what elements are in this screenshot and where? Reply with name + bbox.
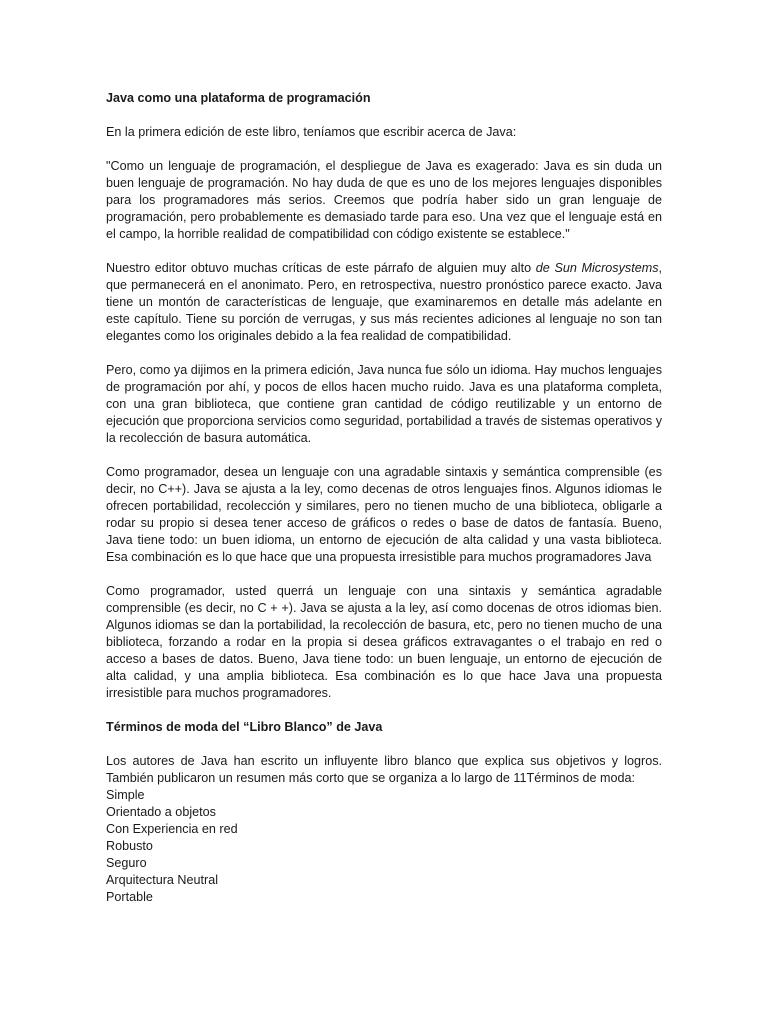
list-item: Robusto xyxy=(106,839,153,853)
list-item: Simple xyxy=(106,788,145,802)
paragraph-editor-criticism-end: , que permanecerá en el anonimato. Pero, en retrospectiva, nuestro pronóstico parece exacto. Java tiene un montón de características de lenguaje, que examinaremos en detalle más adelante en este capítulo. Tiene su porción de verrugas, y sus más recientes adiciones al lenguaje no son tan elegantes como los originales debido a la fea realidad de compatibilidad. xyxy=(106,261,662,343)
paragraph-programmer-wants-1: Como programador, desea un lenguaje con una agradable sintaxis y semántica comprensible (es decir, no C++). Java se ajusta a la ley, como decenas de otros lenguajes finos. Algunos idiomas le ofrecen portabilidad, recolección y similares, pero no tienen mucho de una biblioteca, obligarle a rodar su propio si desea tener acceso de gráficos o redes o base de datos de fantasía. Bueno, Java tiene todo: un buen idioma, un entorno de ejecución de alta calidad y una vasta biblioteca. Esa combinación es lo que hace que una propuesta irresistible para muchos programadores Java xyxy=(106,465,662,564)
paragraph-white-paper: Los autores de Java han escrito un influyente libro blanco que explica sus objetivos y logros. También publicaron un resumen más corto que se organiza a lo largo de 11Términos de moda: xyxy=(106,754,662,785)
list-item: Arquitectura Neutral xyxy=(106,873,218,887)
paragraph-intro: En la primera edición de este libro, teníamos que escribir acerca de Java: xyxy=(106,125,517,139)
list-item: Portable xyxy=(106,890,153,904)
section-heading-java-platform: Java como una plataforma de programación xyxy=(106,91,371,105)
section-heading-buzzwords: Términos de moda del “Libro Blanco” de Java xyxy=(106,720,383,734)
document-page xyxy=(106,90,662,906)
paragraph-editor-criticism xyxy=(106,260,662,345)
buzzword-list xyxy=(106,787,662,906)
sun-microsystems-italic: de Sun Microsystems xyxy=(535,261,659,275)
paragraph-quote: "Como un lenguaje de programación, el despliegue de Java es exagerado: Java es sin duda un buen lenguaje de programación. No hay duda de que es uno de los mejores lenguajes disponibles para los programadores más serios. Creemos que podría haber sido un gran lenguaje de programación, pero probablemente es demasiado tarde para eso. Una vez que el lenguaje está en el campo, la horrible realidad de compatibilidad con código existente se establece." xyxy=(106,159,662,241)
list-item: Orientado a objetos xyxy=(106,805,216,819)
paragraph-programmer-wants-2: Como programador, usted querrá un lenguaje con una sintaxis y semántica agradable comprensible (es decir, no C + +). Java se ajusta a la ley, así como docenas de otros idiomas bien. Algunos idiomas se dan la portabilidad, la recolección de basura, etc, pero no tienen mucho de una biblioteca, forzando a rodar en la propia si desea gráficos extravagantes o el trabajo en red o acceso a bases de datos. Bueno, Java tiene todo: un buen lenguaje, un entorno de ejecución de alta calidad, y una amplia biblioteca. Esa combinación es lo que hace Java una propuesta irresistible para muchos programadores. xyxy=(106,584,662,700)
paragraph-complete-platform: Pero, como ya dijimos en la primera edición, Java nunca fue sólo un idioma. Hay muchos lenguajes de programación por ahí, y pocos de ellos hacen mucho ruido. Java es una plataforma completa, con una gran biblioteca, que contiene gran cantidad de código reutilizable y un entorno de ejecución que proporciona servicios como seguridad, portabilidad a través de sistemas operativos y la recolección de basura automática. xyxy=(106,363,662,445)
paragraph-editor-criticism-start: Nuestro editor obtuvo muchas críticas de este párrafo de alguien muy alto xyxy=(106,261,536,275)
list-item: Con Experiencia en red xyxy=(106,822,238,836)
list-item: Seguro xyxy=(106,856,147,870)
